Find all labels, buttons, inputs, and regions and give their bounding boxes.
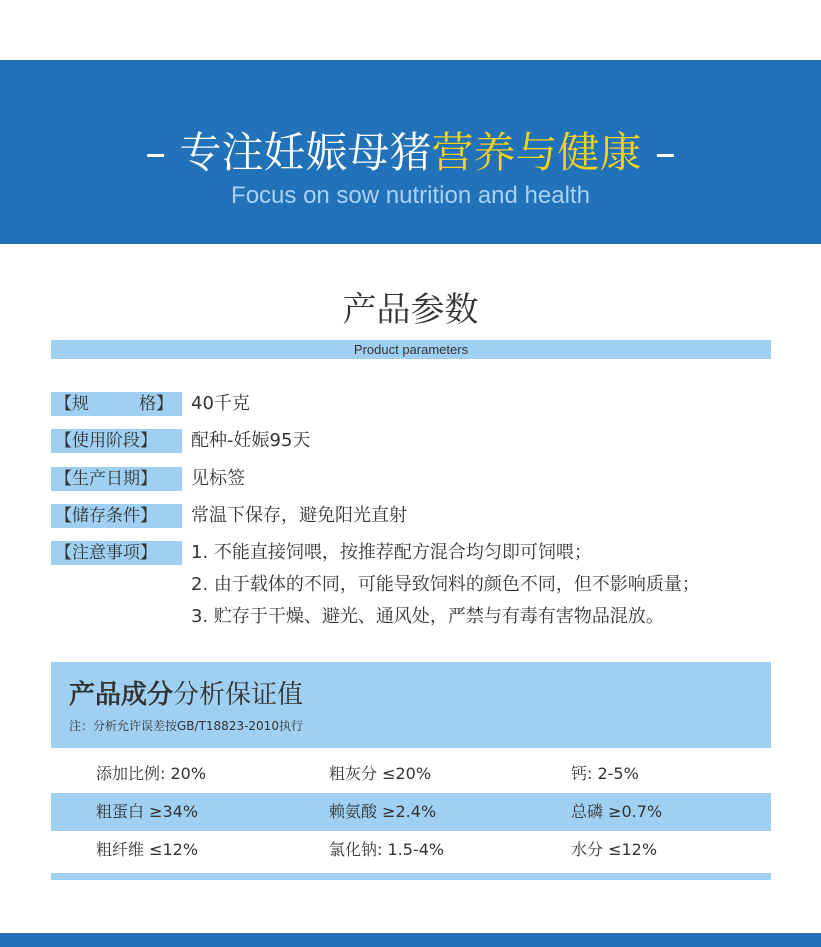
param-label-notes: 【注意事项】 (51, 541, 182, 565)
banner-title-tail: – (641, 128, 676, 177)
note-line-1: 1. 不能直接饲喂，按推荐配方混合均匀即可饲喂； (191, 542, 592, 563)
composition-row (51, 755, 771, 793)
footer-bar (0, 933, 821, 947)
banner-title (0, 126, 821, 180)
composition-row (51, 831, 771, 869)
banner-title-highlight: 营养与健康 (431, 128, 642, 177)
header-banner (0, 60, 821, 244)
note-line-3: 3. 贮存于干燥、避光、通风处，严禁与有毒有害物品混放。 (191, 606, 664, 627)
composition-cell: 氯化钠: 1.5-4% (329, 840, 445, 859)
composition-title (69, 678, 303, 712)
param-label-spec (51, 392, 182, 416)
composition-title-bold: 产品成分 (69, 680, 174, 710)
composition-bottom-divider (51, 873, 771, 880)
param-label-stage: 【使用阶段】 (51, 429, 182, 453)
param-label-spec-left: 【规 (55, 394, 89, 414)
composition-cell: 粗蛋白 ≥34% (96, 802, 199, 821)
composition-header (51, 662, 771, 748)
composition-cell: 添加比例: 20% (96, 764, 207, 783)
param-label-spec-right: 格】 (139, 394, 173, 414)
param-value-stage: 配种-妊娠95天 (191, 430, 311, 451)
params-section-title: 产品参数 (342, 290, 479, 330)
param-label-storage: 【储存条件】 (51, 504, 182, 528)
composition-cell: 水分 ≤12% (571, 840, 658, 859)
composition-title-rest: 分析保证值 (173, 680, 304, 710)
banner-subtitle: Focus on sow nutrition and health (231, 182, 590, 209)
composition-cell: 粗灰分 ≤20% (329, 764, 432, 783)
note-line-2: 2. 由于载体的不同，可能导致饲料的颜色不同，但不影响质量； (191, 574, 700, 595)
banner-title-white: – 专注妊娠母猪 (145, 128, 432, 177)
composition-row (51, 793, 771, 831)
param-label-production-date: 【生产日期】 (51, 467, 182, 491)
param-value-storage: 常温下保存，避免阳光直射 (191, 505, 407, 526)
composition-cell: 赖氨酸 ≥2.4% (329, 802, 437, 821)
param-value-spec: 40千克 (191, 393, 250, 414)
param-value-production-date: 见标签 (191, 468, 245, 489)
composition-cell: 钙: 2-5% (571, 764, 639, 783)
composition-cell: 粗纤维 ≤12% (96, 840, 199, 859)
params-section-subtitle: Product parameters (51, 340, 771, 359)
composition-cell: 总磷 ≥0.7% (571, 802, 663, 821)
composition-note: 注：分析允许误差按GB/T18823-2010执行 (69, 719, 303, 733)
